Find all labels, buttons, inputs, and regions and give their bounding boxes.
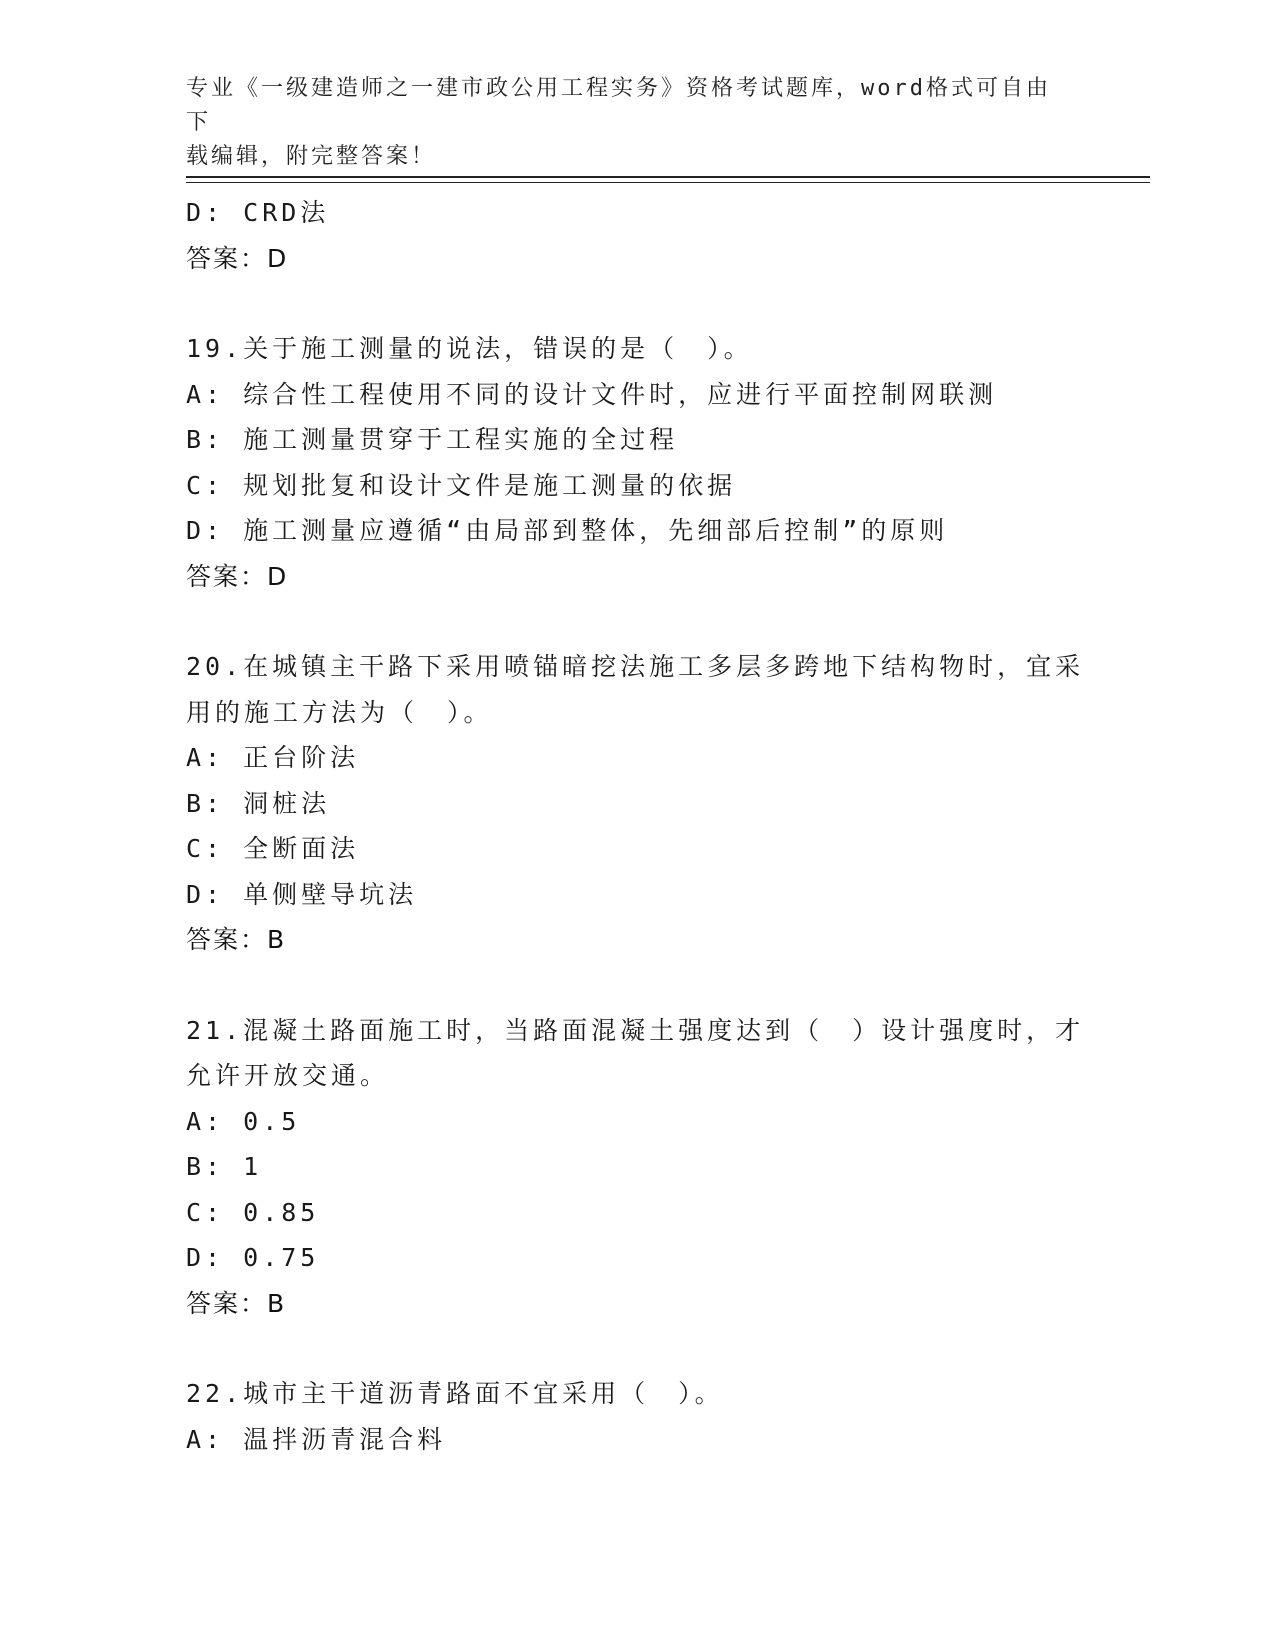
question-20 (186, 644, 1086, 963)
question-stem: 19.关于施工测量的说法，错误的是（ ）。 (186, 334, 753, 363)
option-a: A: 0.5 (186, 1106, 301, 1136)
spacer (186, 599, 1086, 644)
option-b: B: 施工测量贯穿于工程实施的全过程 (186, 425, 679, 454)
document-header (186, 72, 1066, 174)
option-b: B: 洞桩法 (186, 788, 331, 818)
option-c: C: 全断面法 (186, 834, 360, 863)
question-21 (186, 1008, 1086, 1327)
spacer (186, 281, 1086, 326)
answer-line: 答案：B (186, 925, 287, 954)
header-divider-thin (186, 182, 1150, 183)
answer-line: 答案：D (186, 561, 289, 591)
question-22 (186, 1371, 1086, 1462)
spacer (186, 963, 1086, 1008)
question-stem: 22.城市主干道沥青路面不宜采用（ ）。 (186, 1379, 724, 1408)
question-19 (186, 326, 1086, 599)
header-line-2: 载编辑，附完整答案！ (186, 144, 437, 169)
header-divider-thick (186, 176, 1150, 178)
answer-line: 答案：D (186, 243, 289, 273)
option-c: C: 0.85 (186, 1197, 320, 1227)
question-stem-line-2: 允许开放交通。 (186, 1061, 390, 1090)
option-a: A: 正台阶法 (186, 743, 360, 772)
spacer (186, 1326, 1086, 1371)
option-a: A: 温拌沥青混合料 (186, 1424, 447, 1454)
option-c: C: 规划批复和设计文件是施工测量的依据 (186, 470, 737, 500)
option-b: B: 1 (186, 1152, 263, 1181)
header-line-1: 专业《一级建造师之一建市政公用工程实务》资格考试题库，word格式可自由下 (186, 76, 1051, 135)
question-18 (186, 190, 1086, 281)
question-stem-line-1: 21.混凝土路面施工时，当路面混凝土强度达到（ ）设计强度时，才 (186, 1015, 1085, 1045)
option-d: D: CRD法 (186, 198, 330, 227)
option-d: D: 施工测量应遵循“由局部到整体，先细部后控制”的原则 (186, 516, 949, 545)
option-d: D: 单侧壁导坑法 (186, 879, 418, 909)
question-list (186, 190, 1086, 1462)
option-d: D: 0.75 (186, 1243, 320, 1272)
question-stem-line-2: 用的施工方法为（ ）。 (186, 697, 493, 727)
answer-line: 答案：B (186, 1288, 287, 1318)
question-stem-line-1: 20.在城镇主干路下采用喷锚暗挖法施工多层多跨地下结构物时，宜采 (186, 652, 1085, 681)
option-a: A: 综合性工程使用不同的设计文件时，应进行平面控制网联测 (186, 379, 998, 409)
